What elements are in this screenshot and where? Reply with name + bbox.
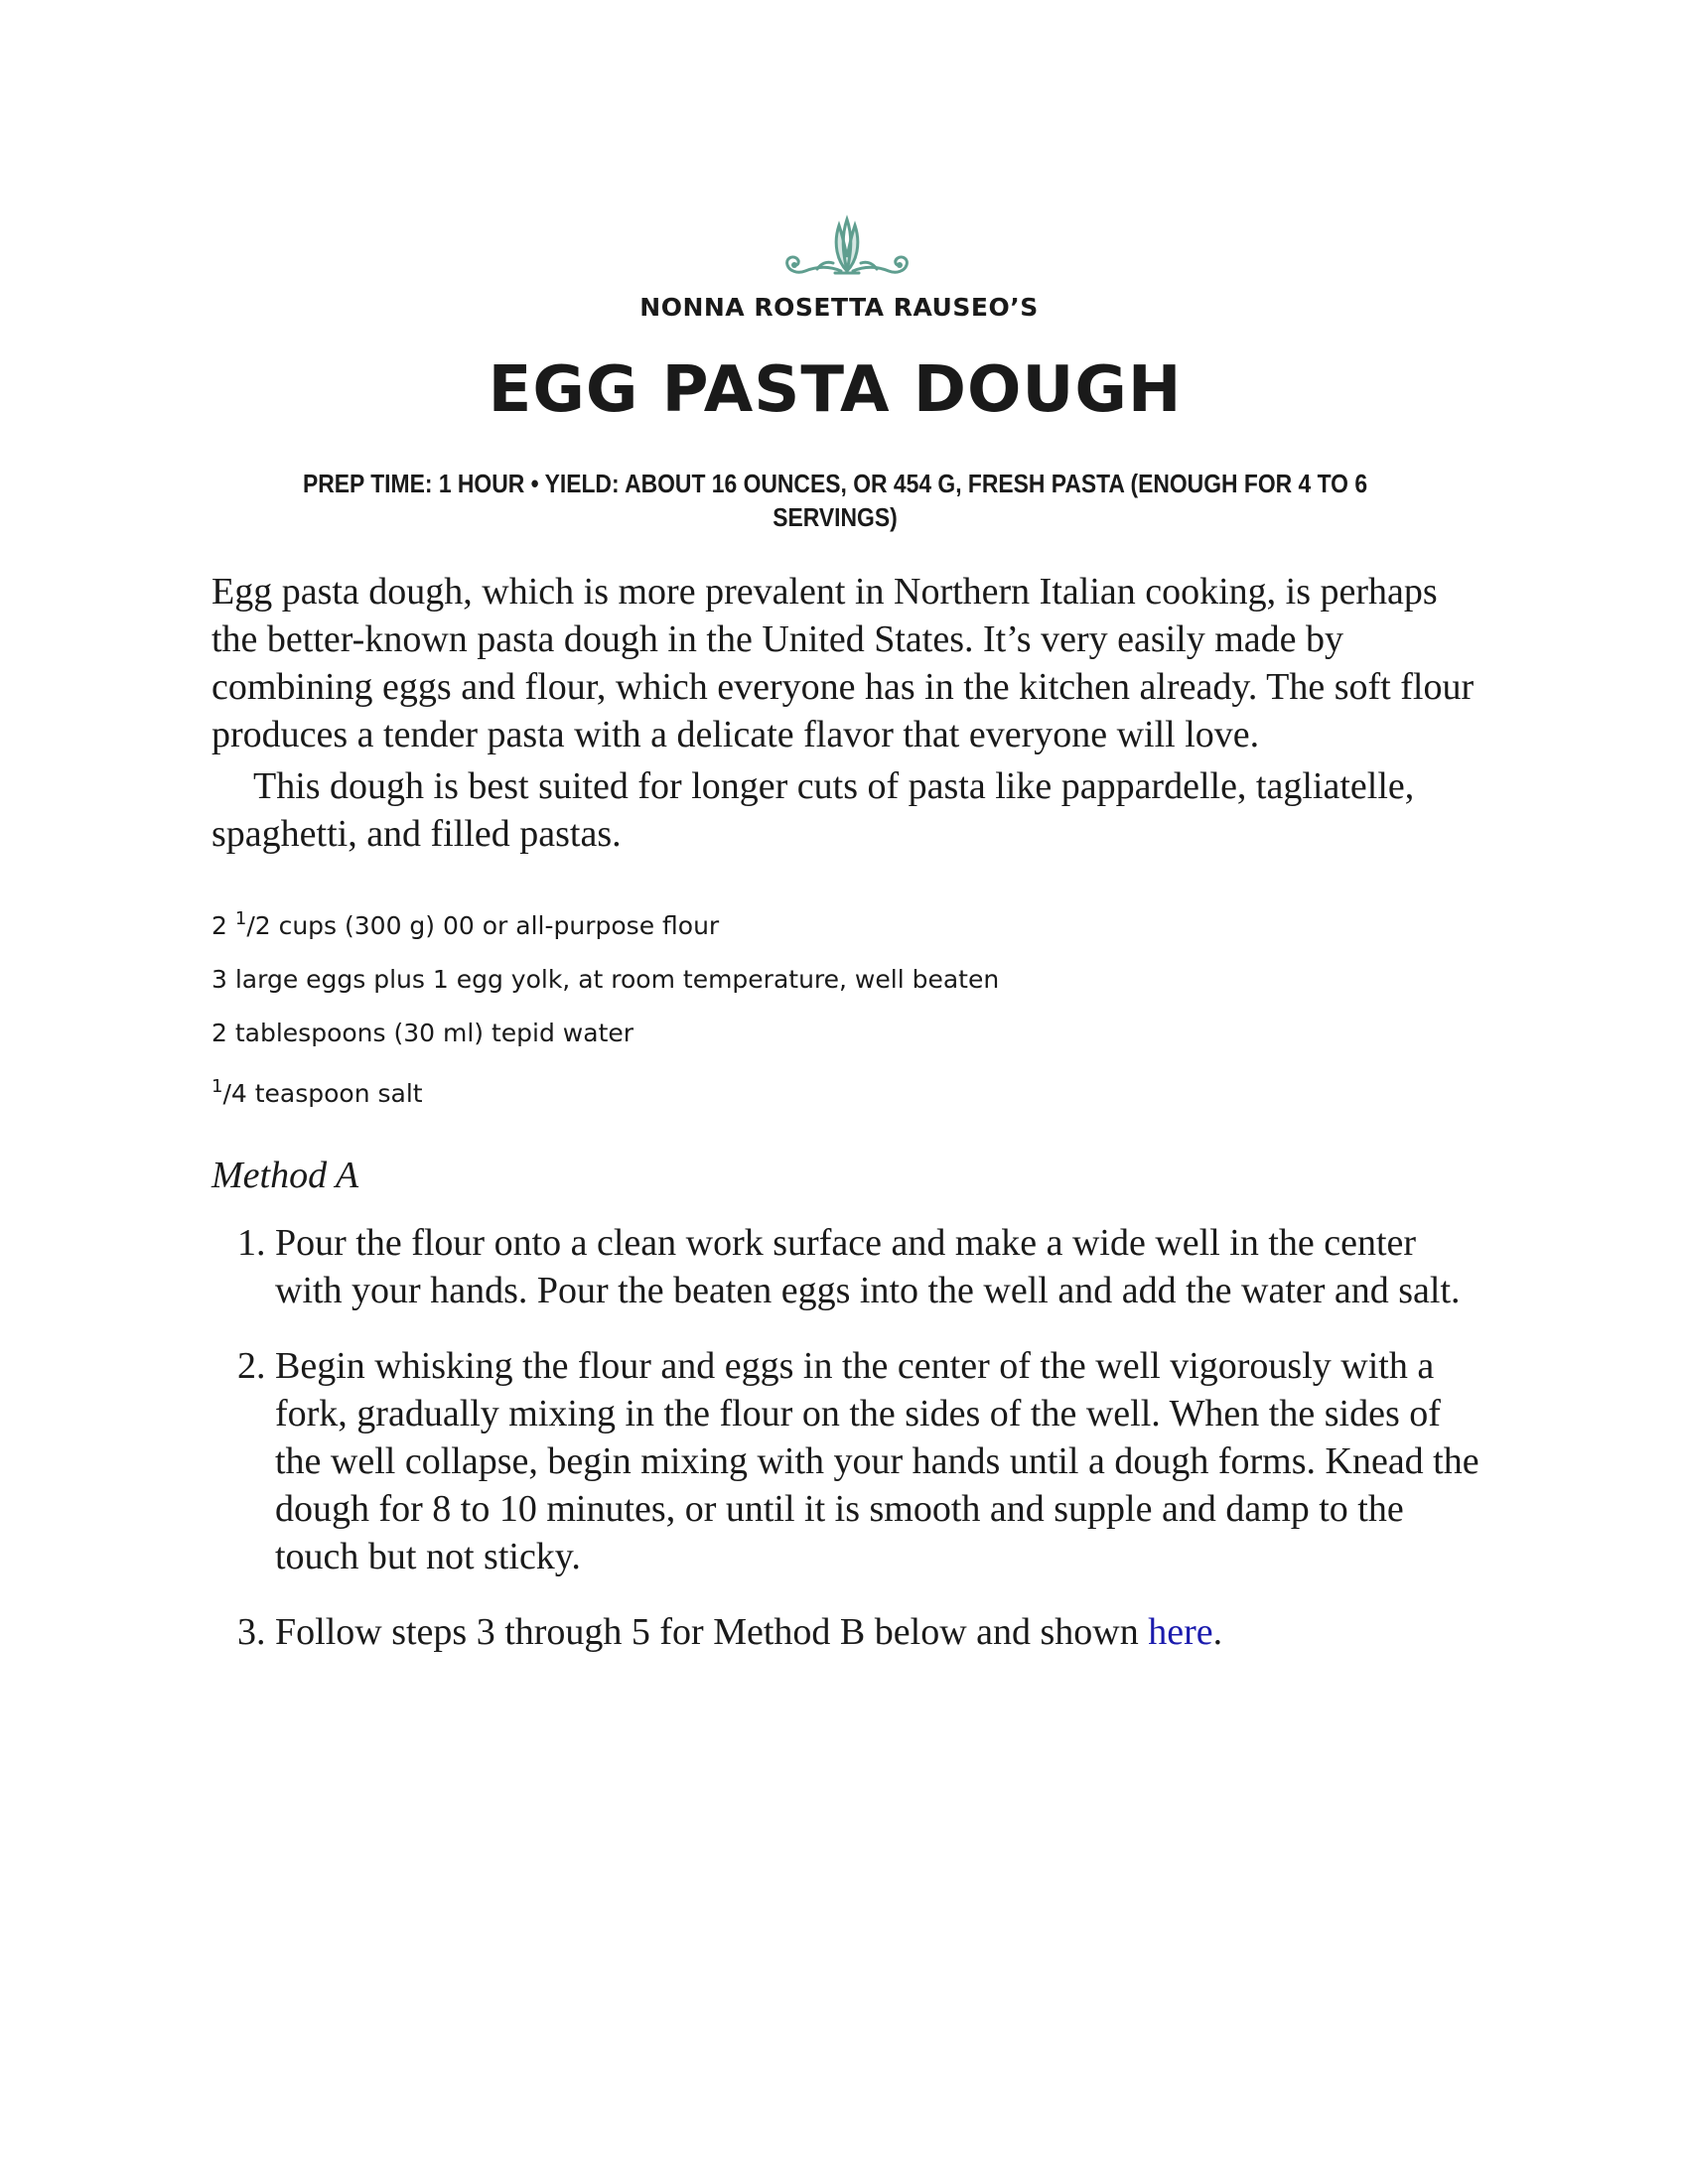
ingredient-item: 2 tablespoons (30 ml) tepid water [211, 1019, 634, 1047]
ingredient-item [211, 1071, 1482, 1110]
method-steps [211, 1219, 1482, 1656]
recipe-meta: PREP TIME: 1 HOUR • YIELD: ABOUT 16 OUNCES, OR 454 G, FRESH PASTA (ENOUGH FOR 4 TO 6 SERVINGS) [302, 469, 1368, 532]
floral-ornament-icon [777, 213, 916, 283]
ornament-wrap [211, 213, 1482, 283]
recipe-author: NONNA ROSETTA RAUSEO’S [639, 293, 1039, 322]
method-step: 2. Begin whisking the flour and eggs in the center of the well vigorously with a fork, gradually mixing in the flour on the sides of the well. When the sides of the well collapse, begin mixing with your hands until a dough forms. Knead the dough for 8 to 10 minutes, or until it is smooth and supple and damp to the touch but not sticky. [275, 1342, 1482, 1580]
ingredient-fraction-num: 1 [211, 1076, 223, 1097]
method-step [275, 1608, 1482, 1656]
ingredient-text: /4 teaspoon salt [222, 1079, 423, 1108]
ingredient-fraction-num: 1 [234, 908, 247, 929]
page-title: EGG PASTA DOUGH [488, 353, 1183, 427]
ingredient-item: 3 large eggs plus 1 egg yolk, at room temperature, well beaten [211, 965, 1000, 994]
intro-paragraph-1: Egg pasta dough, which is more prevalent in Northern Italian cooking, is perhaps the better-known pasta dough in the United States. It’s very easily made by combining eggs and flour, which everyone has in the kitchen already. The soft flour produces a tender pasta with a delicate flavor that everyone will love. [211, 571, 1475, 755]
intro-text [211, 568, 1482, 858]
recipe-page [211, 213, 1482, 1684]
ingredient-item [211, 903, 1482, 942]
method-step: 1. Pour the flour onto a clean work surface and make a wide well in the center with your hands. Pour the beaten eggs into the well and add the water and salt. [275, 1219, 1482, 1314]
ingredient-whole: 2 [211, 911, 235, 940]
step-text: Follow steps 3 through 5 for Method B below and shown [275, 1611, 1149, 1653]
method-heading: Method A [211, 1155, 359, 1196]
step-text-end: . [1212, 1611, 1223, 1653]
intro-paragraph-2: This dough is best suited for longer cuts of pasta like pappardelle, tagliatelle, spaghetti, and filled pastas. [211, 765, 1415, 855]
ingredient-list [211, 903, 1482, 1110]
ingredient-text: /2 cups (300 g) 00 or all-purpose flour [246, 911, 720, 940]
here-link[interactable]: here [1148, 1611, 1213, 1653]
